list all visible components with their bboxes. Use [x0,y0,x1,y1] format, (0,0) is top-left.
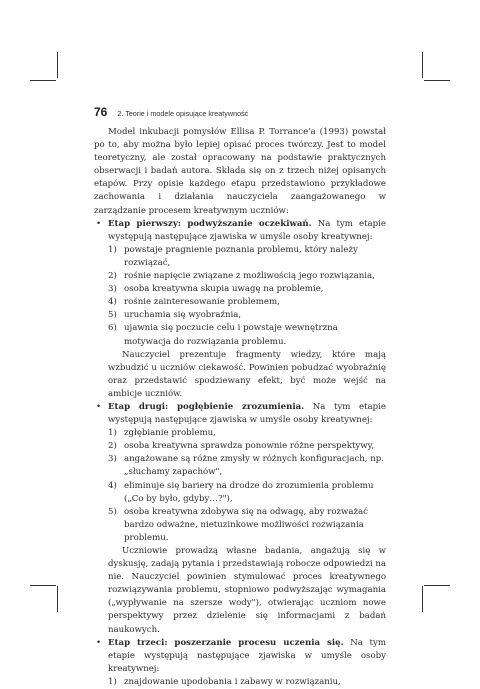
stage-1-name: Etap pierwszy: podwyższanie oczekiwań. [108,218,312,229]
crop-mark [30,80,56,81]
stage-1 [94,218,386,401]
bullet-icon: • [96,218,102,229]
stage-3-name: Etap trzeci: poszerzanie procesu uczenia się. [108,637,344,648]
stage-2-name: Etap drugi: pogłębienie zrozumienia. [108,401,305,412]
stage-2 [94,401,386,637]
list-item: 1) powstaje pragnienie poznania problemu, który należy rozwiązać, [108,244,358,268]
list-item: 5) uruchamia się wyobraźnia, [108,310,242,321]
crop-mark [422,586,423,612]
list-item: 6) ujawnia się poczucie celu i powstaje wewnętrzna motywacja do rozwiązania problemu. [108,323,338,347]
list-item: 1) znajdowanie upodobania i zabawy w rozwiązaniu, [108,676,341,687]
stage-2-note: Uczniowie prowadzą własne badania, angażują się w dyskusję, zadają pytania i przedstawiają robocze odpowiedzi na nie. Nauczyciel powinien stymulować proces kreatywnego rozwiązywania problemu, stopniowo podwyższając wymagania („wypływanie na szersze wody"), otwierając uczniom nowe perspektywy przez dzielenie się informacjami z badań naukowych. [108,546,386,635]
bullet-icon: • [96,401,102,412]
list-item: 4) eliminuje się bariery na drodze do zrozumienia problemu („Co by było, gdyby…?"), [108,480,374,504]
stage-2-heading [94,401,386,427]
running-head: 2. Teorie i modele opisujące kreatywność [117,109,249,118]
page-header [94,105,248,119]
crop-mark [424,585,450,586]
stage-3 [94,637,386,689]
list-item: 5) osoba kreatywna zdobywa się na odwagę, aby rozważać bardzo odważne, nietuzinkowe możliwości rozwiązania problemu. [108,506,368,543]
stage-3-text: Na tym etapie występują następujące zjawiska w umyśle osoby kreatywnej: [108,637,386,674]
list-item: 1) zgłębianie problemu, [108,428,216,439]
stage-1-note: Nauczyciel prezentuje fragmenty wiedzy, które mają wzbudzić u uczniów ciekawość. Powinien pobudzać wyobraźnię oraz przedstawić spodziewany efekt, być może wejść na ambicje uczniów. [108,349,386,399]
crop-mark [422,52,423,78]
stage-1-heading [94,218,386,244]
body-text [94,126,386,689]
stage-3-heading [94,637,386,676]
list-item: 2) rośnie napięcie związane z możliwością jego rozwiązania, [108,271,375,282]
stage-2-text: Na tym etapie występują następujące zjawiska w umyśle osoby kreatywnej: [108,401,387,426]
list-item: 4) rośnie zainteresowanie problemem, [108,297,280,308]
crop-mark [57,52,58,78]
crop-mark [30,585,56,586]
crop-mark [57,586,58,612]
intro-paragraph: Model inkubacji pomysłów Ellisa P. Torrance'a (1993) powstał po to, aby można było lepiej opisać proces twórczy. Jest to model teoretyczny, ale został opracowany na podstawie praktycznych obserwacji i badań autora. Składa się on z trzech niżej opisanych etapów. Przy opisie każdego etapu przedstawiono przykładowe zachowania i działania nauczyciela zaangażowanego w zarządzanie procesem kreatywnym uczniów: [94,127,386,216]
stage-1-text: Na tym etapie występują następujące zjawiska w umyśle osoby kreatywnej: [108,218,387,242]
list-item: 3) angażowane są różne zmysły w różnych konfiguracjach, np. „słuchamy zapachów", [108,454,385,478]
list-item: 3) osoba kreatywna skupia uwagę na problemie, [108,284,324,295]
list-item: 2) osoba kreatywna sprawdza ponownie różne perspektywy, [108,441,375,452]
bullet-icon: • [96,637,102,648]
crop-mark [424,80,450,81]
page-number: 76 [94,105,108,119]
